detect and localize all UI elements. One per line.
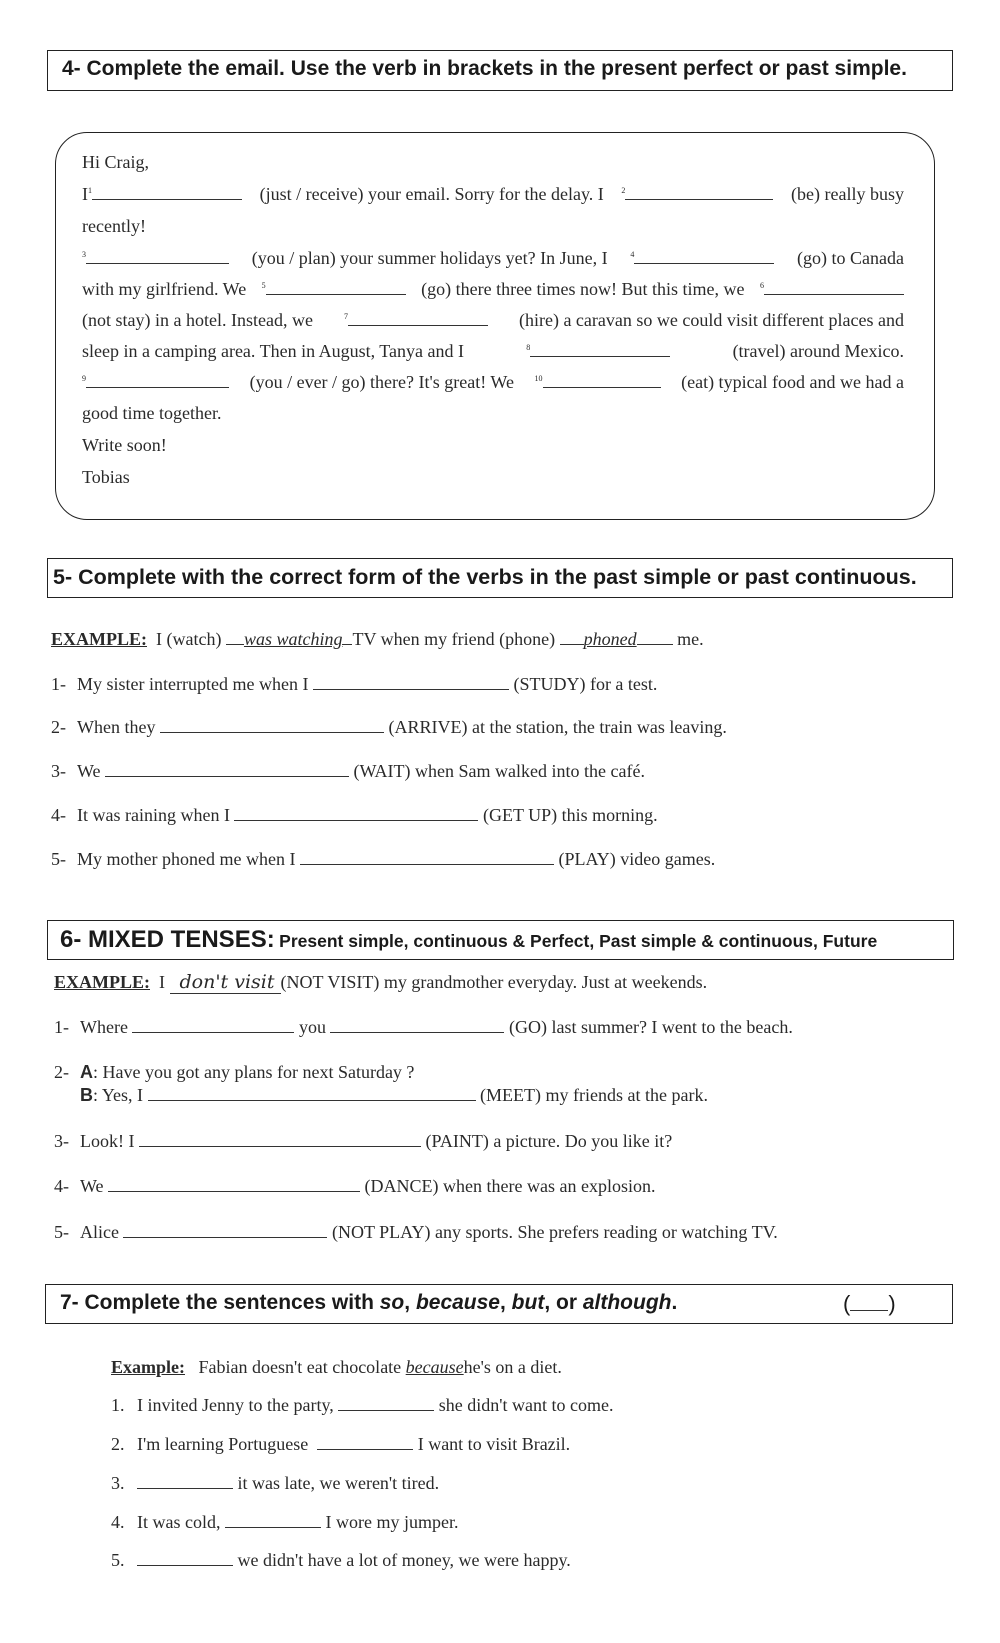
ex5-item-3: 3- We (WAIT) when Sam walked into the café. <box>51 761 645 781</box>
ex6-item-5: 5- Alice (NOT PLAY) any sports. She prefers reading or watching TV. <box>54 1222 778 1242</box>
ex4-header <box>47 50 953 91</box>
ex6-item-2-question: 2- A: Have you got any plans for next Saturday ? <box>54 1062 415 1082</box>
email-line-8: good time together. <box>82 403 222 423</box>
ex7-blank-1[interactable] <box>338 1395 434 1411</box>
blank-3[interactable] <box>86 248 229 264</box>
email-line-4: with my girlfriend. We $^5$ (go) there three times now! But this time, we $^6$ <box>82 279 904 300</box>
ex7-blank-4[interactable] <box>225 1512 321 1528</box>
ex6-blank-5[interactable] <box>123 1222 327 1238</box>
ex5-blank-2[interactable] <box>160 717 384 733</box>
blank-2[interactable] <box>625 184 773 200</box>
ex6-blank-2[interactable] <box>148 1085 476 1101</box>
ex5-example-answer-1: was watching <box>243 629 343 649</box>
ex7-item-1: 1. I invited Jenny to the party, she didn't want to come. <box>111 1395 614 1415</box>
ex5-blank-5[interactable] <box>300 849 554 865</box>
ex5-blank-1[interactable] <box>313 674 509 690</box>
ex7-item-3: 3. it was late, we weren't tired. <box>111 1473 440 1493</box>
ex7-example-answer: because <box>405 1357 464 1377</box>
ex6-item-3: 3- Look! I (PAINT) a picture. Do you like it? <box>54 1131 673 1151</box>
email-line-2: recently! <box>82 216 146 236</box>
ex5-example: EXAMPLE: I (watch) was watching TV when my friend (phone) phoned me. <box>51 629 704 649</box>
ex5-blank-4[interactable] <box>234 805 478 821</box>
ex5-item-4: 4- It was raining when I (GET UP) this morning. <box>51 805 658 825</box>
email-line-5: (not stay) in a hotel. Instead, we $^7$ (hire) a caravan so we could visit different places and <box>82 310 904 330</box>
ex7-title: 7- Complete the sentences with so, because, but, or although. <box>60 1291 678 1314</box>
ex6-item-4: 4- We (DANCE) when there was an explosion. <box>54 1176 656 1196</box>
ex7-score-blank[interactable] <box>850 1292 888 1311</box>
blank-10[interactable] <box>543 372 661 388</box>
ex6-title-main: 6- MIXED TENSES: <box>60 926 275 953</box>
blank-7[interactable] <box>348 310 488 326</box>
ex6-header <box>47 920 954 960</box>
blank-1[interactable] <box>92 184 242 200</box>
email-line-7: $^9$ (you / ever / go) there? It's great! We $^{10}$ (eat) typical food and we had a <box>82 372 904 392</box>
ex5-header <box>47 558 953 598</box>
ex7-item-4: 4. It was cold, I wore my jumper. <box>111 1512 459 1532</box>
ex7-item-2: 2. I'm learning Portuguese I want to visit Brazil. <box>111 1434 571 1454</box>
ex4-title: 4- Complete the email. Use the verb in brackets in the present perfect or past simple. <box>62 57 907 80</box>
email-line-6: sleep in a camping area. Then in August, Tanya and I $^8$ (travel) around Mexico. <box>82 341 904 361</box>
ex6-blank-3[interactable] <box>139 1131 421 1147</box>
email-signature: Tobias <box>82 467 130 487</box>
ex7-blank-3[interactable] <box>137 1473 233 1489</box>
blank-5[interactable] <box>266 279 406 295</box>
blank-6[interactable] <box>764 279 904 295</box>
ex5-item-5: 5- My mother phoned me when I (PLAY) video games. <box>51 849 716 869</box>
blank-4[interactable] <box>634 248 774 264</box>
ex5-title: 5- Complete with the correct form of the verbs in the past simple or past continuous. <box>53 565 917 589</box>
email-line-3: $^3$ (you / plan) your summer holidays yet? In June, I $^4$ (go) to Canada <box>82 248 904 268</box>
ex5-item-2: 2- When they (ARRIVE) at the station, the train was leaving. <box>51 717 727 737</box>
email-greeting: Hi Craig, <box>82 152 149 172</box>
ex6-example-answer: don't visit <box>179 971 275 993</box>
email-closing: Write soon! <box>82 435 167 455</box>
ex6-blank-1b[interactable] <box>330 1017 504 1033</box>
ex6-blank-1a[interactable] <box>132 1017 294 1033</box>
ex6-title-sub: Present simple, continuous & Perfect, Past simple & continuous, Future <box>279 931 878 951</box>
blank-9[interactable] <box>86 372 229 388</box>
ex7-blank-5[interactable] <box>137 1550 233 1566</box>
blank-8[interactable] <box>530 341 670 357</box>
email-line-1: $I^1$ (just / receive) your email. Sorry for the delay. I $^2$ (be) really busy <box>82 184 904 204</box>
ex6-item-2-answer: B: Yes, I (MEET) my friends at the park. <box>80 1085 708 1105</box>
ex7-example: Example: Fabian doesn't eat chocolate becausehe's on a diet. <box>111 1357 562 1377</box>
ex7-item-5: 5. we didn't have a lot of money, we were happy. <box>111 1550 571 1570</box>
ex5-example-answer-2: phoned <box>583 629 637 649</box>
ex5-blank-3[interactable] <box>105 761 349 777</box>
ex6-blank-4[interactable] <box>108 1176 360 1192</box>
ex7-blank-2[interactable] <box>317 1434 413 1450</box>
ex6-item-1: 1- Where you (GO) last summer? I went to the beach. <box>54 1017 793 1037</box>
ex5-item-1: 1- My sister interrupted me when I (STUDY) for a test. <box>51 674 658 694</box>
ex6-example: EXAMPLE: I don't visit (NOT VISIT) my grandmother everyday. Just at weekends. <box>54 971 708 993</box>
ex7-score: ( ) <box>843 1291 896 1316</box>
ex7-header <box>45 1284 953 1324</box>
